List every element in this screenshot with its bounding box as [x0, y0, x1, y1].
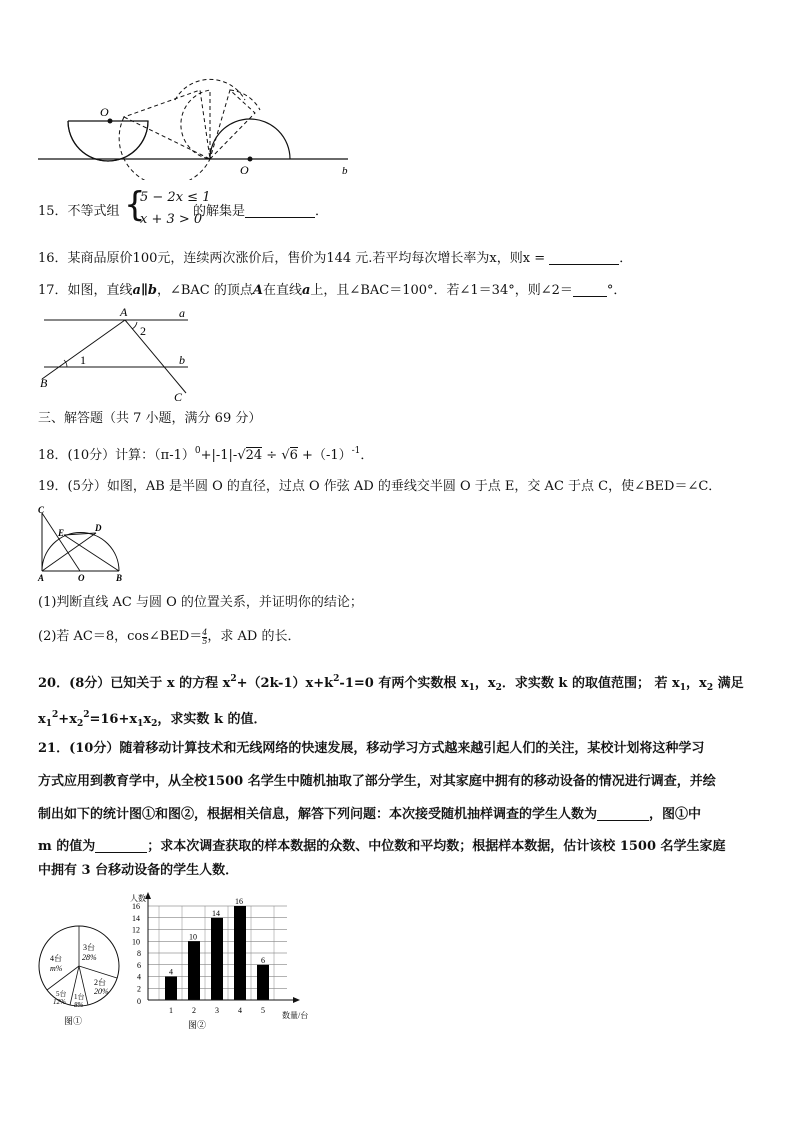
y-tick-label: 14: [132, 913, 140, 923]
y-tick-label: 12: [132, 925, 140, 935]
q20-line1: 20．(8分）已知关于 x 的方程 $x^2+(2k-1)x+k^2-1=0$ 有两个实数根 $x_1$，$x_2$．求实数 k 的取值范围； 若 $x_1$，$x_2$ 满足: [38, 674, 744, 693]
pie-pct-4: m%: [50, 964, 63, 973]
q21-line1: 21．(10分）随着移动计算技术和无线网络的快速发展，移动学习方式越来越引起人们的关注，某校计划将这种学习: [38, 741, 705, 756]
fig17-a: a: [179, 306, 185, 320]
pie-label-2: 2台: [94, 978, 106, 987]
q15-tail: 的解集是 ．: [193, 204, 329, 219]
pie-caption: 图①: [64, 1016, 83, 1026]
bar-chart: [122, 890, 327, 1030]
pie-label-4: 4台: [50, 954, 62, 963]
pie-label-5: 5台: [56, 990, 67, 998]
q18: 18．(10分）计算：$(\pi-1)^0+|-1|-√24 \div √6 +(-1)^{-1}$．: [38, 446, 374, 463]
system-brace: {: [124, 185, 146, 225]
bar-value-label: 6: [261, 955, 265, 965]
fig17-A: A: [120, 305, 128, 319]
y-tick-label: 2: [137, 984, 141, 994]
q15-ineq2: x + 3 > 0: [140, 212, 203, 227]
pie-label-1: 1台: [74, 993, 85, 1001]
label-o2: O: [240, 163, 249, 177]
x-tick-label: 1: [169, 1006, 173, 1015]
fig19-A: A: [38, 573, 45, 583]
q15-lead: 15．不等式组: [38, 204, 120, 219]
bar-2: [188, 941, 200, 1000]
y-tick-label: 8: [137, 949, 141, 958]
q16: 16．某商品原价100元，连续两次涨价后，售价为144 元.若平均每次增长率为x，则x = ．: [38, 251, 633, 266]
fig17-parallel-lines: [36, 305, 196, 405]
q17-answer-blank[interactable]: [573, 282, 607, 297]
y-tick-label: 16: [132, 902, 140, 911]
y-axis-label: 人数: [130, 894, 146, 903]
q20-line2: $x_1^2+x_2^2=16+x_1x_2$，求实数 k 的值．: [38, 710, 267, 729]
pie-chart: [36, 920, 126, 1028]
bar-value-label: 10: [189, 932, 197, 942]
q16-answer-blank[interactable]: [549, 250, 619, 265]
sqrt-6: √6: [281, 448, 298, 463]
bar-3: [211, 918, 223, 1000]
bar-1: [165, 977, 177, 1001]
x-axis-arrow: [293, 997, 300, 1003]
x-tick-label: 4: [238, 1006, 242, 1015]
fig19-C: C: [38, 505, 45, 515]
fig19-B: B: [116, 573, 123, 583]
pie-pct-1: 8%: [74, 1001, 84, 1009]
label-o1: O: [100, 105, 109, 119]
bar-value-label: 14: [212, 908, 220, 918]
q15-answer-blank[interactable]: [245, 203, 315, 218]
q15-ineq1: 5 − 2x ≤ 1: [140, 190, 211, 205]
pie-pct-5: 12%: [53, 998, 66, 1006]
y-zero: 0: [137, 997, 141, 1006]
x-tick-label: 5: [261, 1006, 265, 1015]
semicircle-rolling-figure: [30, 70, 360, 180]
y-tick-label: 6: [137, 960, 141, 970]
bar-value-label: 16: [235, 897, 243, 906]
section-heading: 三、解答题（共 7 小题，满分 69 分）: [38, 411, 262, 426]
fig19-O: O: [78, 573, 85, 583]
q21-line4: m 的值为 ；求本次调查获取的样本数据的众数、中位数和平均数；根据样本数据，估计该校 1500 名学生家庭: [38, 839, 726, 854]
fig17-C: C: [174, 390, 183, 404]
x-axis-label: 数量/台: [282, 1011, 309, 1020]
bar-5: [257, 965, 269, 1000]
fig19-E: E: [58, 528, 65, 538]
fraction-4-5: $\frac{4}{5}$: [202, 628, 208, 646]
fig17-b: b: [179, 353, 185, 367]
y-tick-label: 4: [137, 972, 141, 982]
q17: 17．如图，直线a∥b，∠BAC 的顶点A在直线a上，且∠BAC＝100°．若∠1＝34°，则∠2＝ °．: [38, 283, 627, 298]
bar-value-label: 4: [169, 967, 173, 977]
fig17-B: B: [40, 376, 48, 390]
q19-part2: (2)若 AC＝8，cos∠BED＝ $\frac{4}{5}$ ，求 AD 的长．: [38, 628, 301, 646]
pie-pct-2: 20%: [94, 987, 109, 996]
q19-part1: (1)判断直线 AC 与圆 O 的位置关系，并证明你的结论；: [38, 595, 363, 610]
pie-pct-3: 28%: [82, 953, 97, 962]
x-tick-label: 2: [192, 1006, 196, 1015]
q21-line5: 中拥有 3 台移动设备的学生人数．: [38, 863, 239, 878]
x-tick-label: 3: [215, 1006, 219, 1015]
bar-caption: 图②: [188, 1020, 207, 1030]
pie-label-3: 3台: [83, 943, 95, 952]
q21-line3: 制出如下的统计图①和图②，根据相关信息，解答下列问题：本次接受随机抽样调查的学生人数为 ，图①中: [38, 807, 702, 822]
sqrt-24: √24: [237, 448, 263, 463]
fig19-semicircle: [34, 503, 129, 585]
q21-blank-m[interactable]: [95, 838, 147, 853]
fig17-angle1: 1: [80, 353, 86, 367]
q21-line2: 方式应用到教育学中，从全校1500 名学生中随机抽取了部分学生，对其家庭中拥有的移动设备的情况进行调查，并绘: [38, 774, 716, 789]
bar-4: [234, 906, 246, 1000]
q21-blank-count[interactable]: [597, 806, 649, 821]
label-b: b: [342, 165, 348, 177]
q19: 19．(5分）如图，AB 是半圆 O 的直径，过点 O 作弦 AD 的垂线交半圆 O 于点 E，交 AC 于点 C，使∠BED＝∠C．: [38, 479, 722, 494]
fig19-D: D: [95, 523, 102, 533]
fig17-angle2: 2: [140, 324, 146, 338]
y-tick-label: 10: [132, 937, 140, 947]
